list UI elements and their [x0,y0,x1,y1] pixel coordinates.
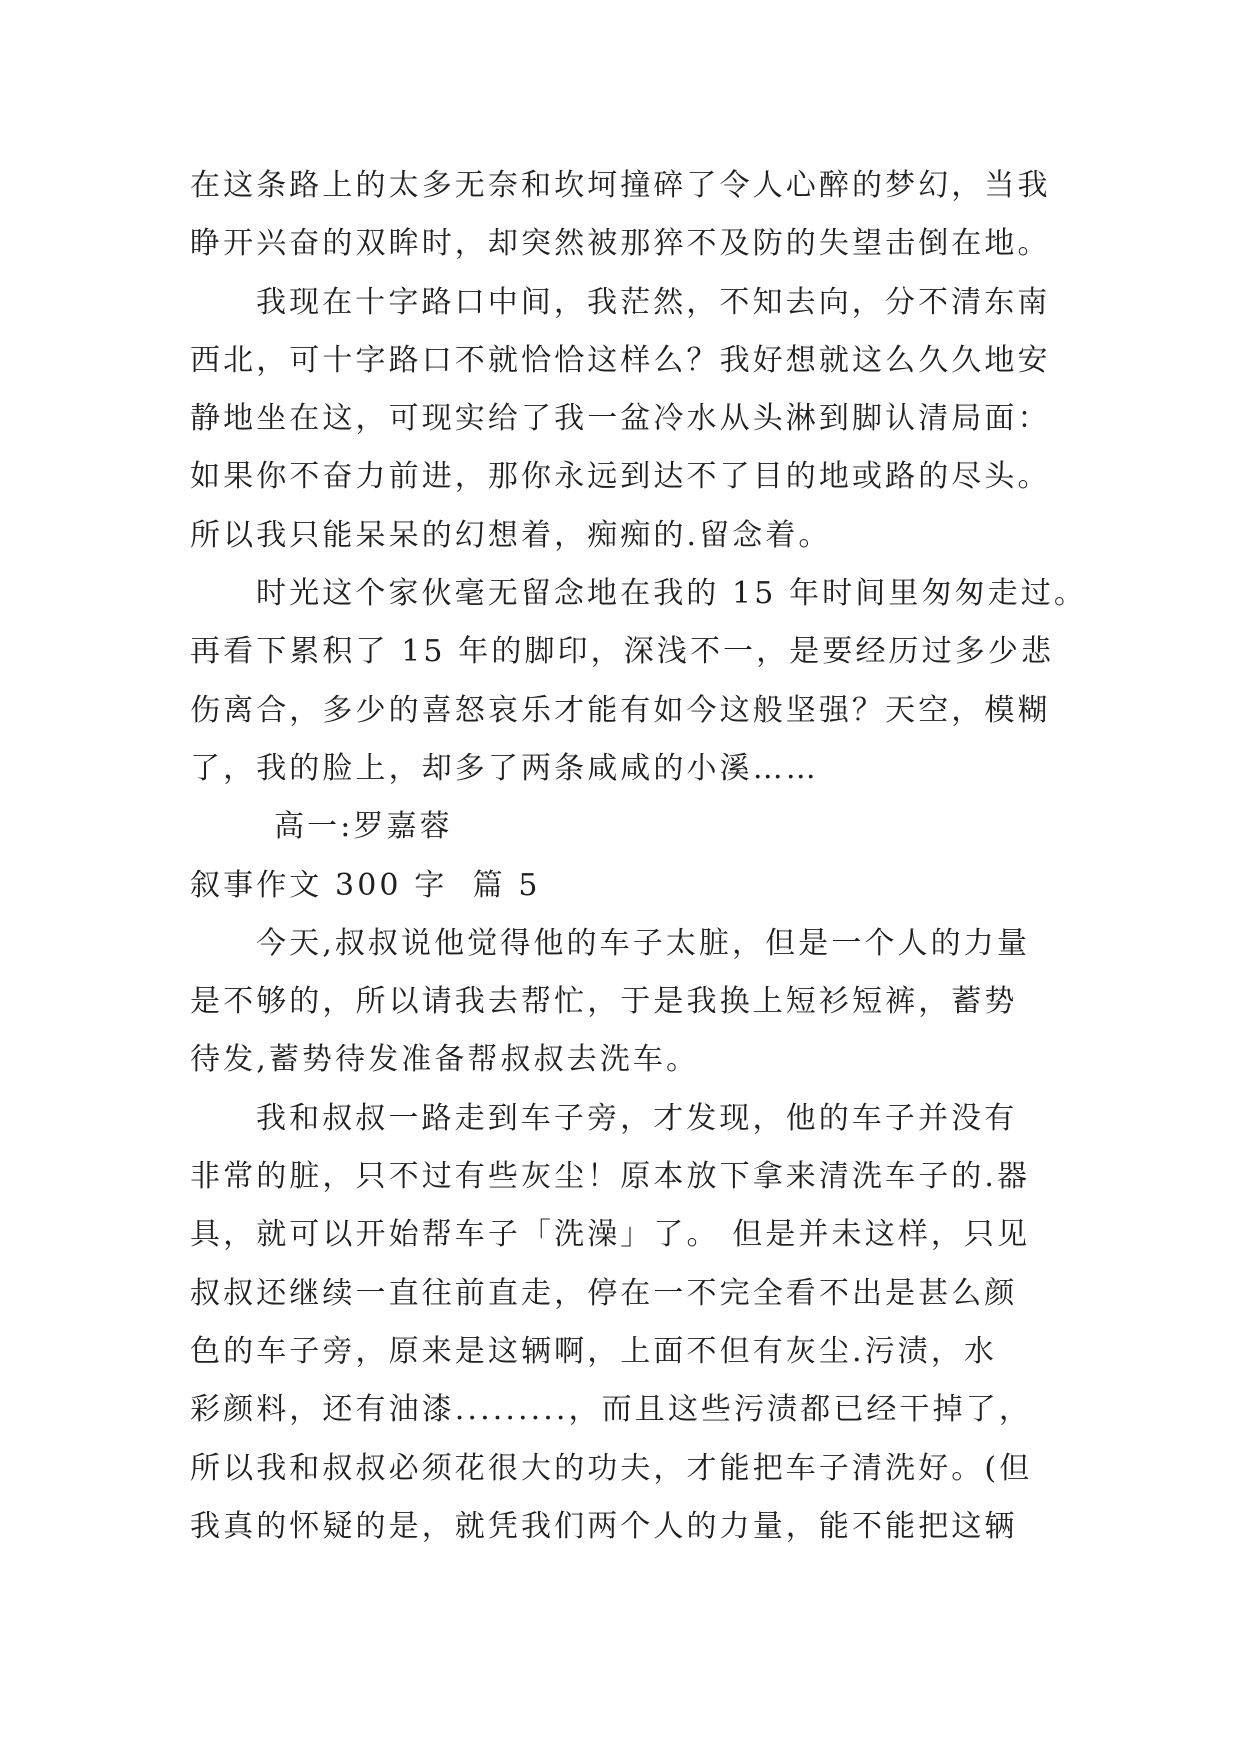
text-line: 如果你不奋力前进，那你永远到达不了目的地或路的尽头。 [190,459,1051,495]
text-line: 今天,叔叔说他觉得他的车子太脏，但是一个人的力量 [256,925,1030,961]
essay-title: 叙事作文 300 字 篇 5 [190,867,541,903]
text-line: 再看下累积了 15 年的脚印，深浅不一，是要经历过多少悲 [190,634,1055,670]
text-line: 我真的怀疑的是，就凭我们两个人的力量，能不能把这辆 [190,1508,1018,1544]
paragraph [190,157,1190,274]
paragraph [190,1090,1190,1556]
text-line: 所以我只能呆呆的幻想着，痴痴的.留念着。 [190,517,832,553]
text-line: 在这条路上的太多无奈和坎坷撞碎了令人心醉的梦幻，当我 [190,168,1051,203]
author-line: 高一:罗嘉蓉 [274,809,453,845]
text-line: 我和叔叔一路走到车子旁，才发现，他的车子并没有 [256,1100,1018,1136]
text-line: 叔叔还继续一直往前直走，停在一不完全看不出是甚么颜 [190,1275,1018,1311]
text-line: 是不够的，所以请我去帮忙，于是我换上短衫短裤，蓄势 [190,984,1018,1020]
paragraph [190,915,1190,1090]
text-line: 我现在十字路口中间，我茫然，不知去向，分不清东南 [256,284,1051,320]
text-line: 静地坐在这，可现实给了我一盆冷水从头淋到脚认清局面： [190,401,1051,437]
text-line: 彩颜料，还有油漆.........，而且这些污渍都已经干掉了， [190,1392,1032,1428]
text-line: 西北，可十字路口不就恰恰这样么？我好想就这么久久地安 [190,342,1051,378]
text-line: 所以我和叔叔必须花很大的功夫，才能把车子清洗好。(但 [190,1450,1033,1486]
document-body [190,157,1190,1556]
paragraph [190,274,1190,565]
text-line: 了，我的脸上，却多了两条咸咸的小溪…… [190,750,819,786]
text-line: 色的车子旁，原来是这辆啊，上面不但有灰尘.污渍，水 [190,1333,998,1369]
text-line: 时光这个家伙毫无留念地在我的 15 年时间里匆匆走过。 [256,576,1087,612]
text-line: 非常的脏，只不过有些灰尘！原本放下拿来清洗车子的.器 [190,1159,1031,1195]
text-line: 具，就可以开始帮车子「洗澡」了。 但是并未这样，只见 [190,1217,1031,1253]
text-line: 待发,蓄势待发准备帮叔叔去洗车。 [190,1042,700,1078]
text-line: 睁开兴奋的双眸时，却突然被那猝不及防的失望击倒在地。 [190,226,1051,262]
text-line: 伤离合，多少的喜怒哀乐才能有如今这般坚强？天空，模糊 [190,692,1051,728]
paragraph [190,565,1190,798]
